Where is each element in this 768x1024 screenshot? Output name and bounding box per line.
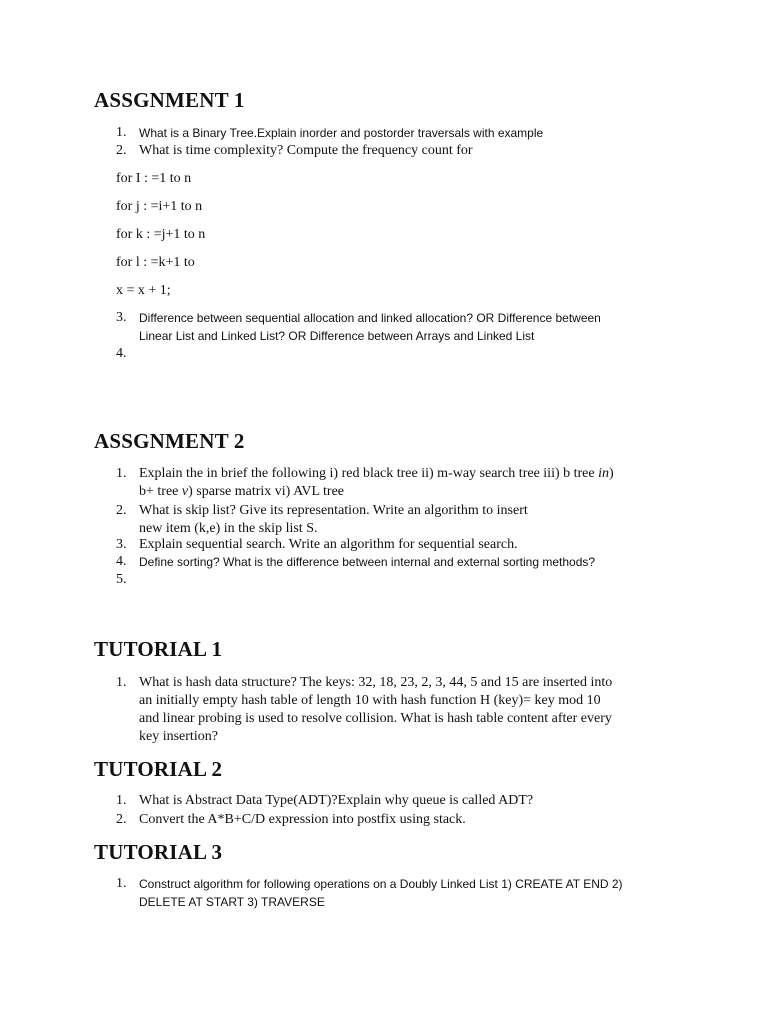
question-text bbox=[139, 674, 669, 746]
question-number: 1. bbox=[116, 466, 127, 481]
question-text-line bbox=[139, 483, 669, 501]
question-text bbox=[139, 502, 669, 538]
question-text bbox=[139, 465, 669, 501]
question-text-line: What is hash data structure? The keys: 32, 18, 23, 2, 3, 44, 5 and 15 are inserted into bbox=[139, 675, 613, 690]
question-number: 1. bbox=[116, 675, 127, 690]
code-line-4: for l : =k+1 to bbox=[116, 255, 195, 270]
text-run-italic: v bbox=[181, 484, 189, 499]
text-run: ) bbox=[609, 466, 614, 481]
question-number: 2. bbox=[116, 503, 127, 518]
section-heading-assignment-2: ASSGNMENT 2 bbox=[94, 429, 245, 453]
code-line-5: x = x + 1; bbox=[116, 283, 171, 298]
question-number: 4. bbox=[116, 346, 127, 361]
question-text: What is Abstract Data Type(ADT)?Explain why queue is called ADT? bbox=[139, 793, 534, 808]
section-heading-assignment-1: ASSGNMENT 1 bbox=[94, 88, 245, 112]
question-text: Convert the A*B+C/D expression into postfix using stack. bbox=[139, 812, 466, 827]
question-text-line: Difference between sequential allocation and linked allocation? OR Difference between bbox=[139, 311, 601, 325]
question-text: Define sorting? What is the difference between internal and external sorting methods? bbox=[139, 555, 596, 569]
text-run: ) sparse matrix vi) AVL tree bbox=[188, 484, 344, 499]
question-text: What is time complexity? Compute the frequency count for bbox=[139, 143, 473, 158]
code-line-1: for I : =1 to n bbox=[116, 171, 192, 186]
section-heading-tutorial-2: TUTORIAL 2 bbox=[94, 757, 223, 781]
section-heading-tutorial-3: TUTORIAL 3 bbox=[94, 840, 223, 864]
question-text-line: Construct algorithm for following operations on a Doubly Linked List 1) CREATE AT END 2) bbox=[139, 877, 623, 891]
section-heading-tutorial-1: TUTORIAL 1 bbox=[94, 637, 223, 661]
question-text bbox=[139, 309, 669, 345]
question-number: 1. bbox=[116, 876, 127, 891]
question-text-line: Linear List and Linked List? OR Difference between Arrays and Linked List bbox=[139, 329, 535, 343]
question-text-line: DELETE AT START 3) TRAVERSE bbox=[139, 895, 325, 909]
question-text-line: new item (k,e) in the skip list S. bbox=[139, 521, 318, 536]
question-number: 2. bbox=[116, 143, 127, 158]
question-number: 3. bbox=[116, 537, 127, 552]
question-number: 2. bbox=[116, 812, 127, 827]
question-text-line: What is skip list? Give its representation. Write an algorithm to insert bbox=[139, 503, 528, 518]
question-text-line bbox=[139, 465, 669, 483]
text-run: b+ tree bbox=[139, 484, 182, 499]
question-number: 1. bbox=[116, 125, 127, 140]
question-text bbox=[139, 875, 669, 911]
text-run-italic: in bbox=[598, 466, 609, 481]
text-run: Explain the in brief the following i) red black tree ii) m-way search tree iii) b tree bbox=[139, 466, 599, 481]
question-number: 4. bbox=[116, 554, 127, 569]
question-text: Explain sequential search. Write an algorithm for sequential search. bbox=[139, 537, 518, 552]
code-line-2: for j : =i+1 to n bbox=[116, 199, 203, 214]
question-number: 1. bbox=[116, 793, 127, 808]
code-line-3: for k : =j+1 to n bbox=[116, 227, 206, 242]
question-text-line: and linear probing is used to resolve collision. What is hash table content after every bbox=[139, 711, 612, 726]
question-text: What is a Binary Tree.Explain inorder and postorder traversals with example bbox=[139, 126, 544, 140]
question-text-line: key insertion? bbox=[139, 729, 218, 744]
question-text-line: an initially empty hash table of length 10 with hash function H (key)= key mod 10 bbox=[139, 693, 601, 708]
question-number: 3. bbox=[116, 310, 127, 325]
question-number: 5. bbox=[116, 572, 127, 587]
